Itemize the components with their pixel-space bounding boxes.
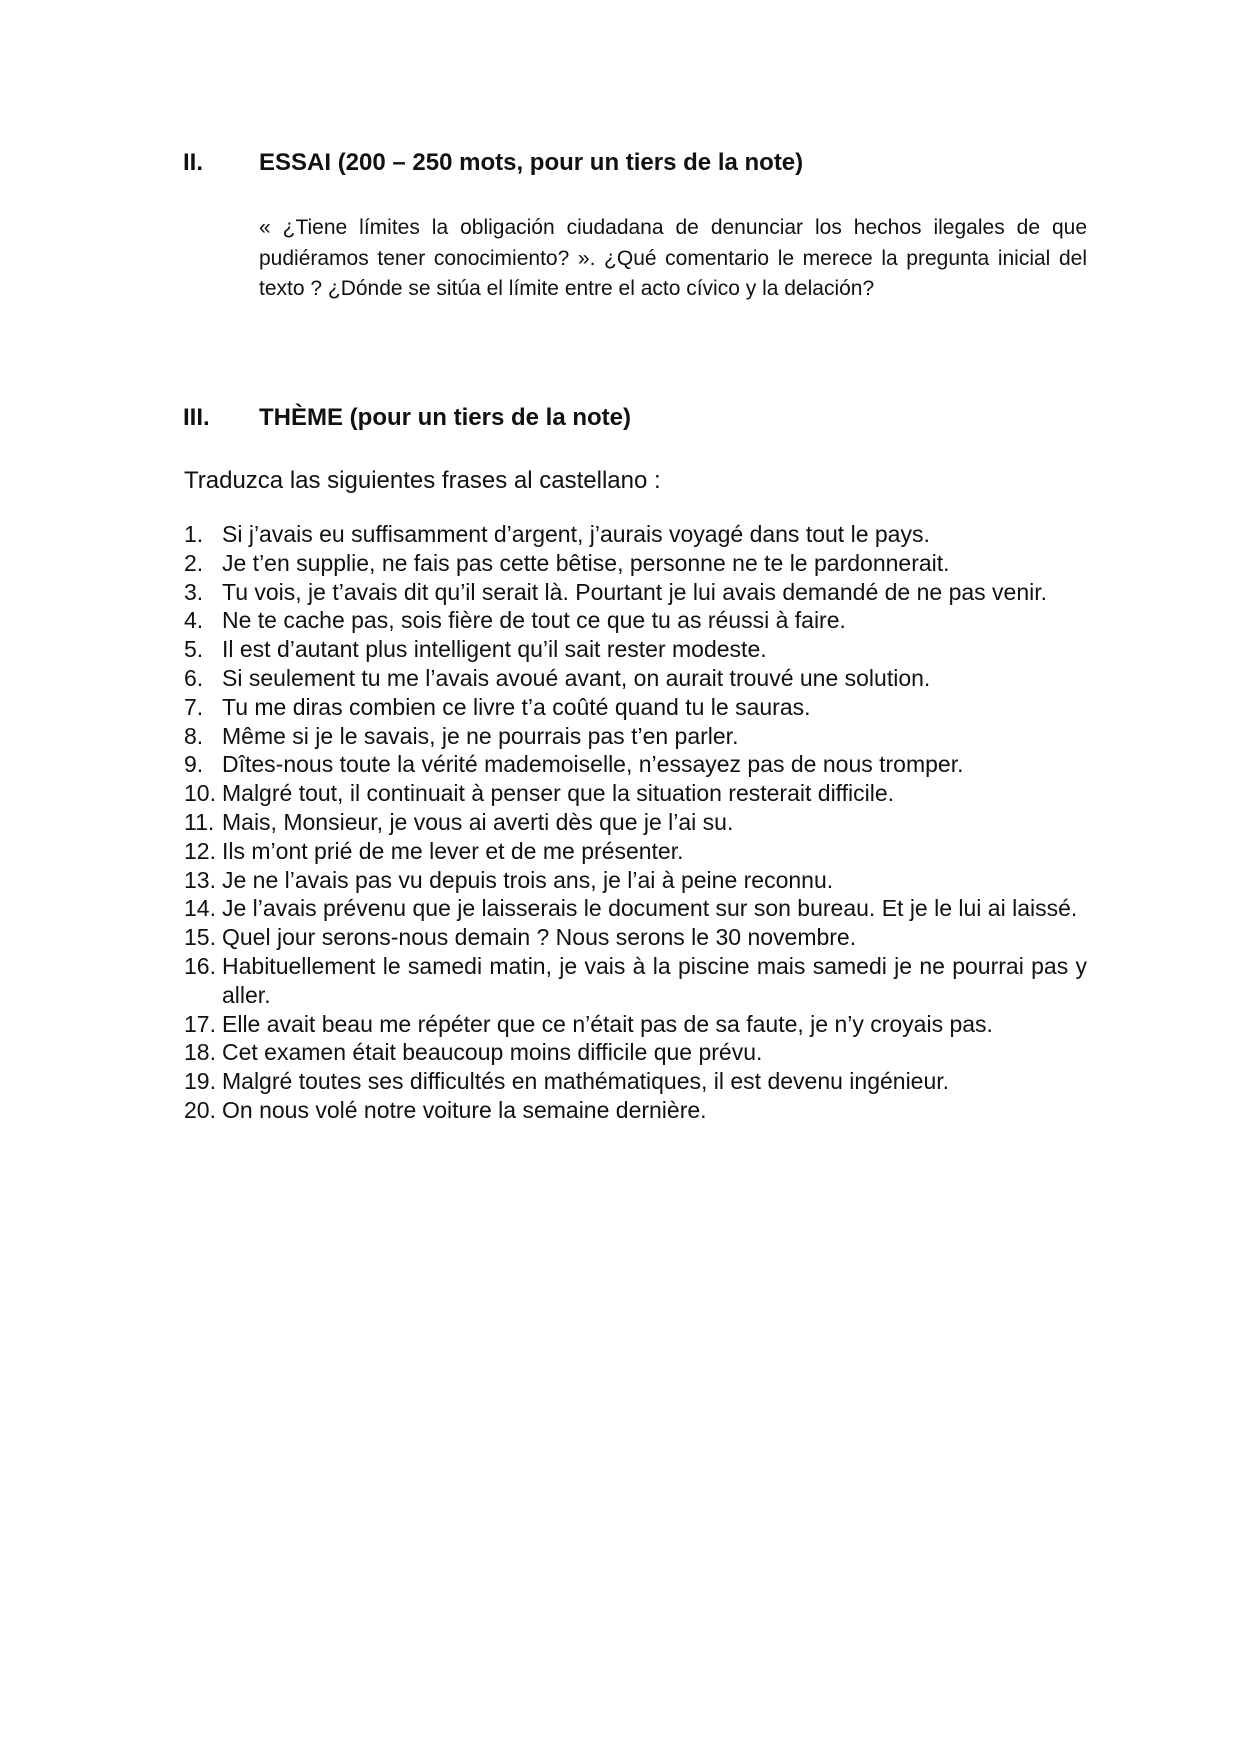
list-item-text: Mais, Monsieur, je vous ai averti dès que je l’ai su. xyxy=(222,808,734,835)
list-item-text: Il est d’autant plus intelligent qu’il sait rester modeste. xyxy=(222,636,767,663)
list-item xyxy=(184,837,1087,866)
list-item xyxy=(184,693,1087,722)
list-item xyxy=(184,664,1087,693)
list-item xyxy=(184,808,1087,837)
list-item-number: 4. xyxy=(184,607,204,634)
list-item-number: 19. xyxy=(184,1068,216,1095)
list-item xyxy=(184,549,1087,578)
list-item-text: Habituellement le samedi matin, je vais à la piscine mais samedi je ne pourrai pas y aller. xyxy=(222,952,1087,1008)
list-item-number: 16. xyxy=(184,952,216,979)
list-item-text: Cet examen était beaucoup moins difficile que prévu. xyxy=(222,1039,763,1066)
list-item-number: 5. xyxy=(184,636,204,663)
list-item xyxy=(184,750,1087,779)
essay-prompt: « ¿Tiene límites la obligación ciudadana de denunciar los hechos ilegales de que pudiéramos tener conocimiento? ». ¿Qué comentario le merece la pregunta inicial del texto ? ¿Dónde se sitúa el límite entre el acto cívico y la delación? xyxy=(259,216,1087,300)
list-item xyxy=(184,923,1087,952)
list-item-text: Tu vois, je t’avais dit qu’il serait là. Pourtant je lui avais demandé de ne pas venir. xyxy=(222,578,1048,605)
list-item-number: 20. xyxy=(184,1096,216,1123)
list-item xyxy=(184,952,1087,1010)
list-item-text: Je l’avais prévenu que je laisserais le document sur son bureau. Et je le lui ai laissé. xyxy=(222,895,1078,922)
list-item-number: 1. xyxy=(184,521,204,547)
list-item xyxy=(184,1096,1087,1125)
list-item-text: Si seulement tu me l’avais avoué avant, on aurait trouvé une solution. xyxy=(222,664,931,691)
list-item-text: On nous volé notre voiture la semaine dernière. xyxy=(222,1096,707,1123)
list-item-number: 2. xyxy=(184,549,204,576)
theme-section-number: III. xyxy=(183,404,210,431)
list-item xyxy=(184,520,1087,549)
translation-instruction: Traduzca las siguientes frases al castellano : xyxy=(184,467,661,494)
list-item-number: 13. xyxy=(184,866,216,893)
essay-section-title: ESSAI (200 – 250 mots, pour un tiers de la note) xyxy=(259,149,804,176)
list-item xyxy=(184,1010,1087,1039)
list-item xyxy=(184,578,1087,607)
theme-section-title: THÈME (pour un tiers de la note) xyxy=(259,404,632,431)
list-item-text: Dîtes-nous toute la vérité mademoiselle, n’essayez pas de nous tromper. xyxy=(222,751,964,778)
list-item-text: Quel jour serons-nous demain ? Nous serons le 30 novembre. xyxy=(222,924,857,951)
list-item-text: Ne te cache pas, sois fière de tout ce que tu as réussi à faire. xyxy=(222,607,846,634)
list-item xyxy=(184,1067,1087,1096)
list-item-text: Si j’avais eu suffisamment d’argent, j’aurais voyagé dans tout le pays. xyxy=(222,521,930,547)
list-item xyxy=(184,722,1087,751)
list-item xyxy=(184,1038,1087,1067)
list-item-text: Ils m’ont prié de me lever et de me présenter. xyxy=(222,837,684,864)
list-item xyxy=(184,779,1087,808)
list-item-number: 8. xyxy=(184,722,204,749)
list-item-number: 11. xyxy=(184,808,215,835)
list-item-number: 10. xyxy=(184,780,216,807)
translation-list xyxy=(184,520,1087,1125)
list-item-number: 3. xyxy=(184,578,204,605)
list-item xyxy=(184,894,1087,923)
list-item-text: Malgré toutes ses difficultés en mathématiques, il est devenu ingénieur. xyxy=(222,1068,950,1095)
list-item xyxy=(184,635,1087,664)
list-item-text: Je t’en supplie, ne fais pas cette bêtise, personne ne te le pardonnerait. xyxy=(222,549,950,576)
list-item-number: 9. xyxy=(184,751,204,778)
list-item-number: 15. xyxy=(184,924,216,951)
list-item-text: Malgré tout, il continuait à penser que la situation resterait difficile. xyxy=(222,780,895,807)
list-item-number: 17. xyxy=(184,1010,216,1037)
list-item-text: Elle avait beau me répéter que ce n’était pas de sa faute, je n’y croyais pas. xyxy=(222,1010,993,1037)
list-item-number: 18. xyxy=(184,1039,216,1066)
list-item-number: 7. xyxy=(184,693,204,720)
list-item-number: 12. xyxy=(184,837,216,864)
list-item-text: Tu me diras combien ce livre t’a coûté quand tu le sauras. xyxy=(222,693,811,720)
list-item-number: 14. xyxy=(184,895,216,922)
list-item xyxy=(184,866,1087,895)
list-item-text: Je ne l’avais pas vu depuis trois ans, je l’ai à peine reconnu. xyxy=(222,866,834,893)
list-item-text: Même si je le savais, je ne pourrais pas t’en parler. xyxy=(222,722,739,749)
essay-section-number: II. xyxy=(183,149,204,176)
list-item-number: 6. xyxy=(184,664,204,691)
list-item xyxy=(184,606,1087,635)
